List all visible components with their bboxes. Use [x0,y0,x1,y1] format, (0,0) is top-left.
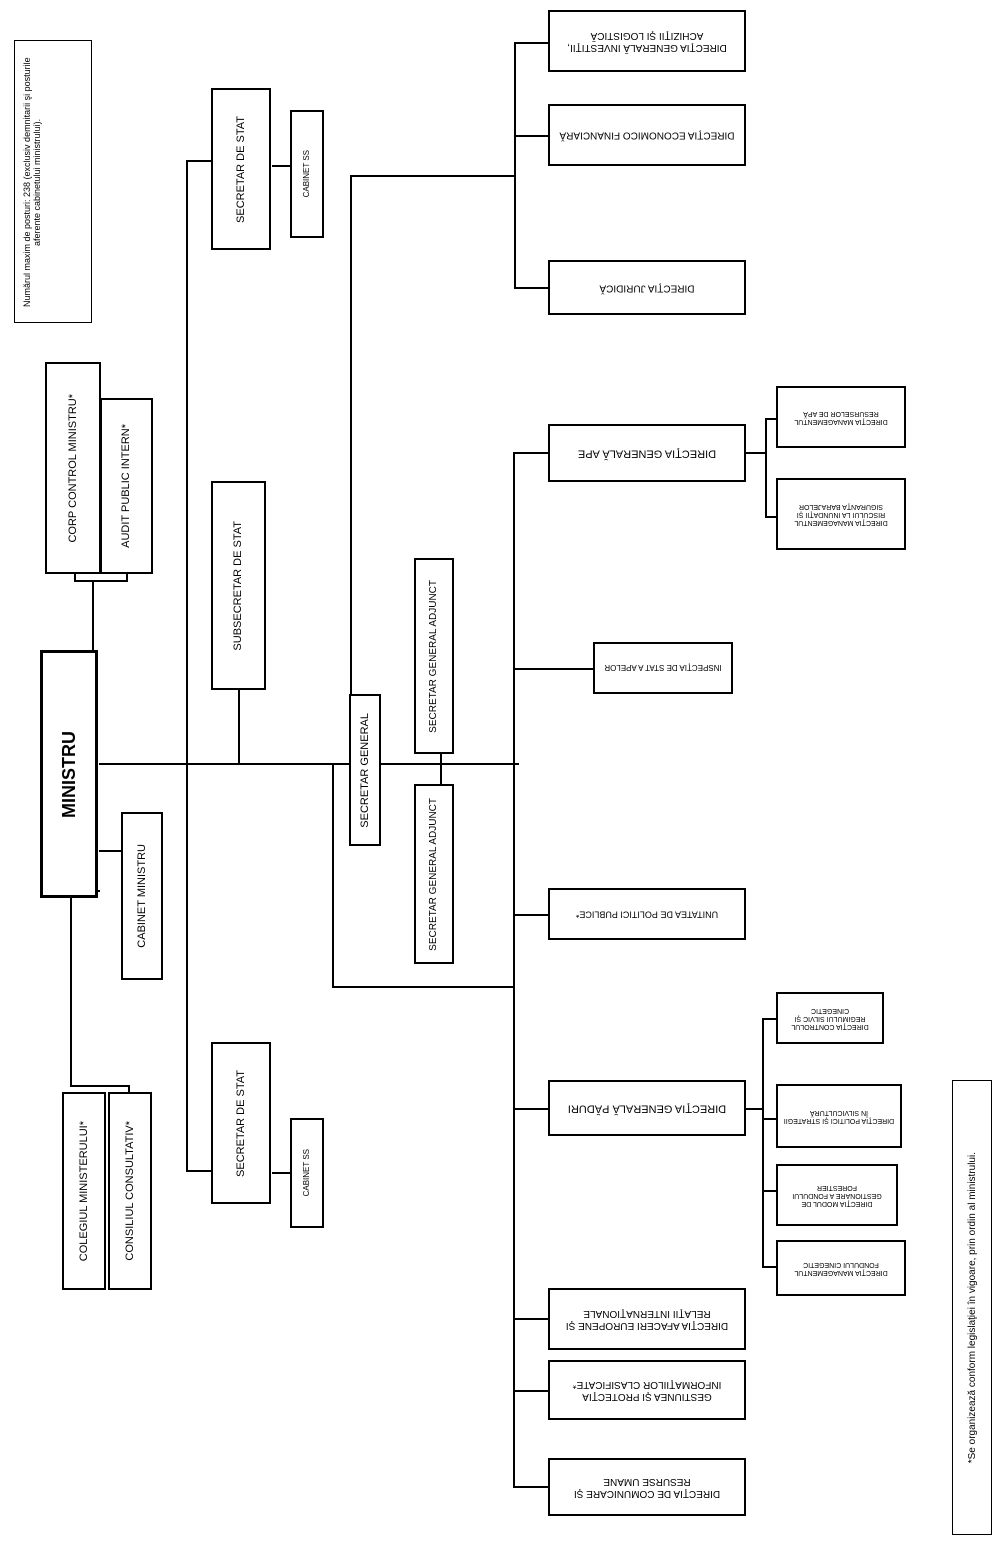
node-cabinet-ministru-label: CABINET MINISTRU [135,844,148,948]
node-secretar-general-adjunct-2[interactable] [414,784,454,964]
node-d-politici-silvicultura[interactable] [776,1084,902,1148]
line-d-juridica [514,287,548,289]
node-dg-investitii[interactable] [548,10,746,72]
node-d-juridica[interactable] [548,260,746,315]
line-dg-ape [513,452,548,454]
line-d-afaceri [513,1318,548,1320]
node-d-fond-forestier-label: DIRECŢIA MODUL DE GESTIONARE A FONDULUI FORESTIER [792,1183,882,1208]
node-inspectia-label: INSPECŢIA DE STAT A APELOR [604,663,722,673]
node-audit-label: AUDIT PUBLIC INTERN* [120,424,133,548]
line-ss2-connect [186,1170,212,1172]
node-cabinet-ss-2-label: CABINET SS [302,1149,312,1197]
node-d-economico-financiara[interactable] [548,104,746,166]
node-secretar-de-stat-1[interactable] [211,88,271,250]
note-footnote [952,1080,992,1535]
node-cabinet-ss-1-label: CABINET SS [302,150,312,198]
node-colegiul-label: COLEGIUL MINISTERULUI* [77,1120,90,1262]
node-d-juridica-label: DIRECŢIA JURIDICĂ [599,282,695,294]
line-topgroup-spine [514,42,516,287]
line-ss2-cabinet [272,1172,292,1174]
node-d-managementul-resurselor-apa[interactable] [776,386,906,448]
node-d-economico-label: DIRECŢIA ECONOMICO FINANCIARĂ [559,129,735,141]
node-unitatea-de-politici-publice[interactable] [548,888,746,940]
node-d-control-silvic[interactable] [776,992,884,1044]
node-dg-paduri[interactable] [548,1080,746,1136]
node-d-mg-riscului-label: DIRECŢIA MANAGEMENTUL RISCULUI LA INUNDAŢII ŞI SIGURANŢA BARAJELOR [794,502,888,527]
node-d-comunicare-resurse-umane[interactable] [548,1458,746,1516]
line-ape-sub-h [745,452,767,454]
node-unitatea-label: UNITATEA DE POLITICI PUBLICE* [575,909,719,920]
node-inspectia-de-stat-a-apelor[interactable] [593,642,733,694]
node-dg-investitii-label: DIRECŢIA GENERALĂ INVESTIŢII, ACHIZIŢII ŞI LOGISTICĂ [567,30,727,53]
node-consiliul-consultativ[interactable] [108,1092,152,1290]
line-ss1-connect [186,160,212,162]
line-paduri-sub1 [762,1018,776,1020]
line-spine-subsecretar [238,690,240,765]
node-dg-ape[interactable] [548,424,746,482]
line-spine-ss1 [186,160,188,765]
line-main-spine [99,763,519,765]
line-colegiu-bridge [70,1085,130,1087]
node-corp-control-label: CORP CONTROL MINISTRU* [66,393,79,543]
line-paduri-sub-h [745,1108,763,1110]
node-dg-paduri-label: DIRECŢIA GENERALĂ PĂDURI [567,1102,727,1115]
line-paduri-sub3 [762,1190,776,1192]
line-paduri-sub4 [762,1266,776,1268]
node-corp-control-ministru[interactable] [45,362,101,574]
node-audit-public-intern[interactable] [100,398,153,574]
node-dg-ape-label: DIRECŢIA GENERALĂ APE [577,447,717,460]
line-dg-investitii [514,42,548,44]
node-d-managementul-riscului[interactable] [776,478,906,550]
line-unitatea [513,914,548,916]
line-dg-paduri [513,1108,548,1110]
node-secretar-general-adjunct-1[interactable] [414,558,454,754]
node-d-comunicare-label: DIRECŢIA DE COMUNICARE ŞI RESURSE UMANE [573,1476,721,1499]
node-cabinet-ss-2[interactable] [290,1118,324,1228]
line-inspectia [513,668,593,670]
line-sg-down-spine [332,763,334,988]
line-paduri-sub-v [762,1018,764,1268]
line-d-info [513,1390,548,1392]
node-subsecretar-label: SUBSECRETAR DE STAT [232,520,245,651]
node-d-managementul-fondului-cinegetic[interactable] [776,1240,906,1296]
node-secretar-general[interactable] [349,694,381,846]
node-d-mg-resurse-apa-label: DIRECŢIA MANAGEMENTUL RESURSELOR DE APĂ [794,410,888,426]
note-headcount [14,40,92,323]
line-d-econ [514,135,548,137]
node-consiliul-label: CONSILIUL CONSULTATIV* [123,1121,136,1261]
node-informatii-clasificate[interactable] [548,1360,746,1420]
line-ministru-colegiu-v [70,890,72,1085]
node-subsecretar-de-stat[interactable] [211,481,266,690]
line-sg-up-spine [350,175,352,765]
line-sg-down-h [332,986,514,988]
node-d-politici-paduri-label: DIRECŢIA POLITICI ŞI STRATEGII ÎN SILVICULTURĂ [783,1109,895,1125]
line-spine-ss2 [186,763,188,1171]
node-d-mg-cinegetic-label: DIRECŢIA MANAGEMENTUL FONDULUI CINEGETIC [794,1261,888,1277]
node-secretar-general-label: SECRETAR GENERAL [358,712,371,828]
node-ministru-label: MINISTRU [58,730,79,818]
node-d-fond-forestier[interactable] [776,1164,898,1226]
note-headcount-text: Numărul maxim de posturi: 238 (exclusiv demnitarii şi posturile aferente cabinetului ministrului). [22,56,42,307]
node-d-control-silvic-label: DIRECŢIA CONTROLUL REGIMULUI SILVIC ŞI CINEGETIC [791,1006,869,1031]
node-ministru[interactable] [40,650,98,898]
line-ape-sub-v [765,418,767,518]
line-control-bridge [74,580,128,582]
node-secretar-de-stat-1-label: SECRETAR DE STAT [234,115,247,223]
node-informatii-clasificate-label: GESTIUNEA ŞI PROTECŢIA INFORMAŢIILOR CLASIFICATE* [572,1379,722,1402]
node-d-afaceri-label: DIRECŢIA AFACERI EUROPENE ŞI RELAŢII INTERNAŢIONALE [565,1308,729,1331]
node-sga-2-label: SECRETAR GENERAL ADJUNCT [428,797,440,951]
node-d-afaceri-europene[interactable] [548,1288,746,1350]
node-cabinet-ss-1[interactable] [290,110,324,238]
line-paduri-sub2 [762,1118,776,1120]
node-cabinet-ministru[interactable] [121,812,163,980]
line-sg-right [380,763,418,765]
line-rightgroup-spine [513,452,515,1487]
line-sg-top-h [350,175,515,177]
node-secretar-de-stat-2[interactable] [211,1042,271,1204]
note-footnote-text: *Se organizează conform legislaţiei în vigoare, prin ordin al ministrului. [966,1151,978,1464]
line-d-comunicare [513,1486,548,1488]
node-secretar-de-stat-2-label: SECRETAR DE STAT [234,1069,247,1177]
line-ss1-cabinet [272,165,292,167]
node-colegiul-ministerului[interactable] [62,1092,106,1290]
node-sga-1-label: SECRETAR GENERAL ADJUNCT [428,579,440,733]
